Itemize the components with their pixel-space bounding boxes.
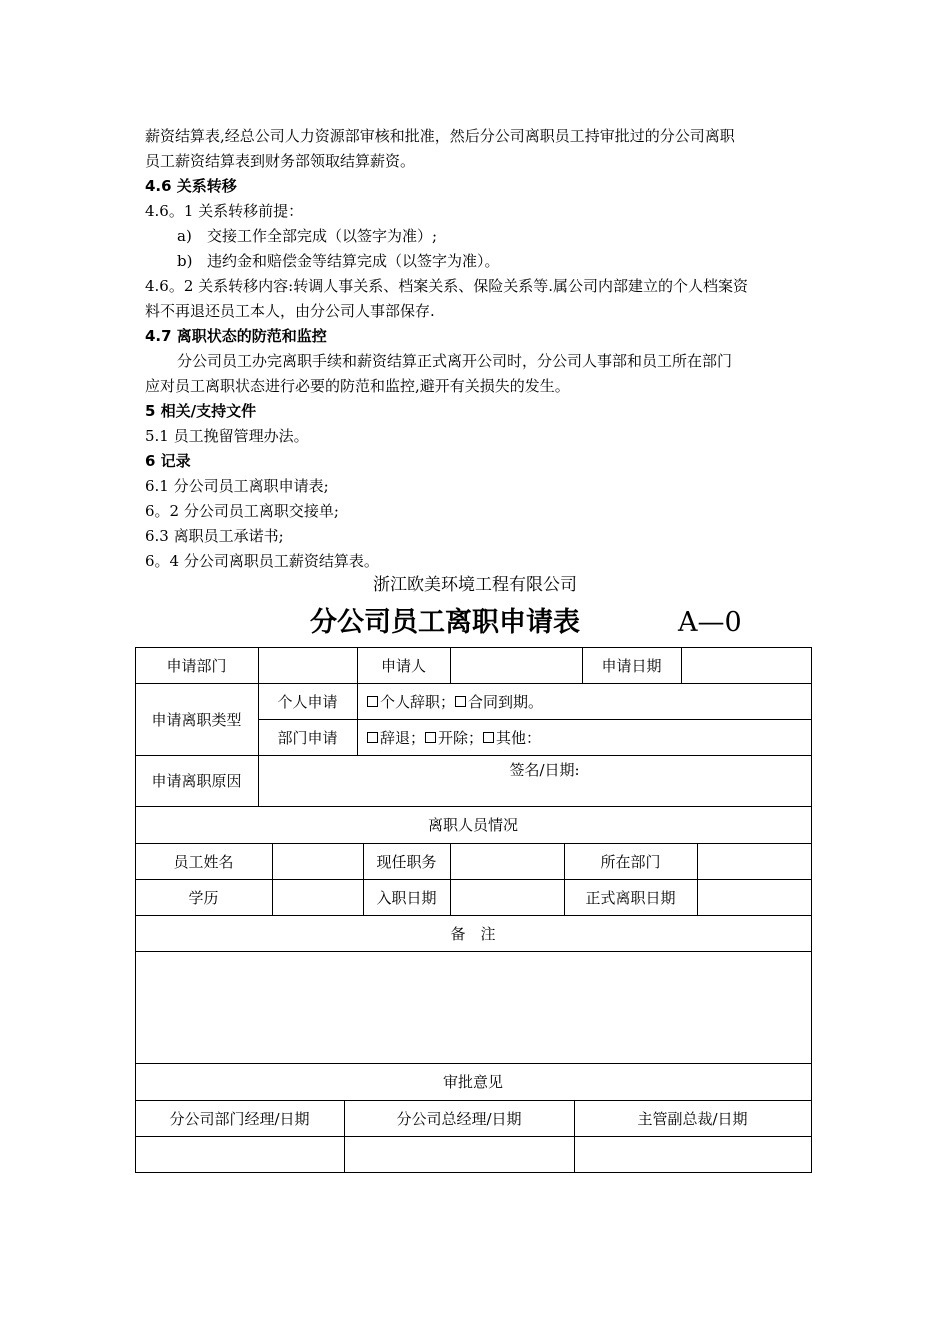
branch-manager-label: 分公司部门经理/日期 bbox=[169, 1109, 310, 1128]
remarks-area[interactable] bbox=[135, 951, 811, 1063]
subsection-4-6-2: 4.6。2 关系转移内容:转调人事关系、档案关系、保险关系等.属公司内部建立的个人档案资 bbox=[145, 277, 748, 295]
subsection-4-6-1: 4.6。1 关系转移前提： bbox=[145, 202, 304, 220]
leave-date-label: 正式离职日期 bbox=[585, 888, 676, 907]
applicant-value[interactable] bbox=[450, 647, 582, 683]
checkbox[interactable] bbox=[483, 732, 494, 743]
list-item: 5.1 员工挽留管理办法。 bbox=[145, 427, 309, 445]
section-heading-4-6: 4.6 关系转移 bbox=[145, 177, 237, 195]
list-item: 违约金和赔偿金等结算完成（以签字为准）。 bbox=[207, 252, 500, 270]
personal-apply-label: 个人申请 bbox=[277, 692, 338, 711]
form-title: 分公司员工离职申请表 bbox=[310, 607, 580, 638]
department-label: 所在部门 bbox=[600, 852, 661, 871]
list-item: 6.1 分公司员工离职申请表; bbox=[145, 477, 329, 495]
emp-name-value[interactable] bbox=[272, 843, 363, 879]
option-fire: 开除； bbox=[438, 728, 484, 747]
leave-reason-label: 申请离职原因 bbox=[151, 772, 242, 790]
vp-label: 主管副总裁/日期 bbox=[637, 1109, 748, 1128]
checkbox[interactable] bbox=[455, 696, 466, 707]
apply-dept-value[interactable] bbox=[258, 647, 357, 683]
education-label: 学历 bbox=[188, 888, 219, 907]
branch-manager-sign[interactable] bbox=[135, 1136, 344, 1172]
section-heading-5: 5 相关/支持文件 bbox=[145, 402, 257, 420]
branch-gm-sign[interactable] bbox=[344, 1136, 574, 1172]
vp-sign[interactable] bbox=[574, 1136, 811, 1172]
option-contract-end: 合同到期。 bbox=[468, 692, 544, 711]
leave-date-value[interactable] bbox=[697, 879, 811, 915]
paragraph-line: 料不再退还员工本人，由分公司人事部保存. bbox=[145, 302, 435, 320]
list-item: 6。4 分公司离职员工薪资结算表。 bbox=[145, 552, 379, 570]
checkbox[interactable] bbox=[367, 732, 378, 743]
sign-date-label[interactable]: 签名/日期: bbox=[509, 761, 580, 779]
apply-date-value[interactable] bbox=[681, 647, 811, 683]
checkbox[interactable] bbox=[425, 732, 436, 743]
applicant-label: 申请人 bbox=[380, 656, 426, 675]
option-other: 其他： bbox=[496, 728, 542, 747]
emp-name-label: 员工姓名 bbox=[173, 852, 234, 871]
position-label: 现任职务 bbox=[376, 852, 437, 871]
option-resign: 个人辞职； bbox=[380, 692, 456, 711]
education-value[interactable] bbox=[272, 879, 363, 915]
position-value[interactable] bbox=[450, 843, 564, 879]
section-heading-6: 6 记录 bbox=[145, 452, 191, 470]
personal-options bbox=[357, 683, 811, 719]
staff-info-header: 离职人员情况 bbox=[427, 816, 518, 834]
hire-date-label: 入职日期 bbox=[376, 888, 437, 907]
list-marker: b) bbox=[177, 252, 193, 270]
leave-type-label: 申请离职类型 bbox=[151, 710, 242, 729]
list-marker: a) bbox=[177, 227, 192, 245]
dept-apply-label: 部门申请 bbox=[277, 728, 338, 747]
paragraph-line: 薪资结算表,经总公司人力资源部审核和批准，然后分公司离职员工持审批过的分公司离职 bbox=[145, 127, 735, 145]
hire-date-value[interactable] bbox=[450, 879, 564, 915]
resignation-form-table bbox=[135, 647, 812, 1173]
remarks-header: 备 注 bbox=[450, 924, 496, 943]
branch-gm-label: 分公司总经理/日期 bbox=[396, 1109, 522, 1128]
company-name: 浙江欧美环境工程有限公司 bbox=[373, 575, 577, 595]
list-item: 6.3 离职员工承诺书; bbox=[145, 527, 284, 545]
option-dismiss: 辞退； bbox=[380, 728, 426, 747]
list-item: 交接工作全部完成（以签字为准）; bbox=[207, 227, 438, 245]
apply-dept-label: 申请部门 bbox=[166, 656, 227, 675]
checkbox[interactable] bbox=[367, 696, 378, 707]
paragraph-line: 分公司员工办完离职手续和薪资结算正式离开公司时，分公司人事部和员工所在部门 bbox=[177, 352, 733, 370]
form-code: A—0 bbox=[678, 607, 742, 638]
list-item: 6。2 分公司员工离职交接单; bbox=[145, 502, 339, 520]
section-heading-4-7: 4.7 离职状态的防范和监控 bbox=[145, 327, 327, 345]
department-value[interactable] bbox=[697, 843, 811, 879]
dept-options bbox=[357, 719, 811, 755]
approval-header: 审批意见 bbox=[442, 1073, 503, 1091]
apply-date-label: 申请日期 bbox=[601, 656, 662, 675]
paragraph-line: 员工薪资结算表到财务部领取结算薪资。 bbox=[145, 152, 416, 170]
paragraph-line: 应对员工离职状态进行必要的防范和监控,避开有关损失的发生。 bbox=[145, 377, 570, 395]
